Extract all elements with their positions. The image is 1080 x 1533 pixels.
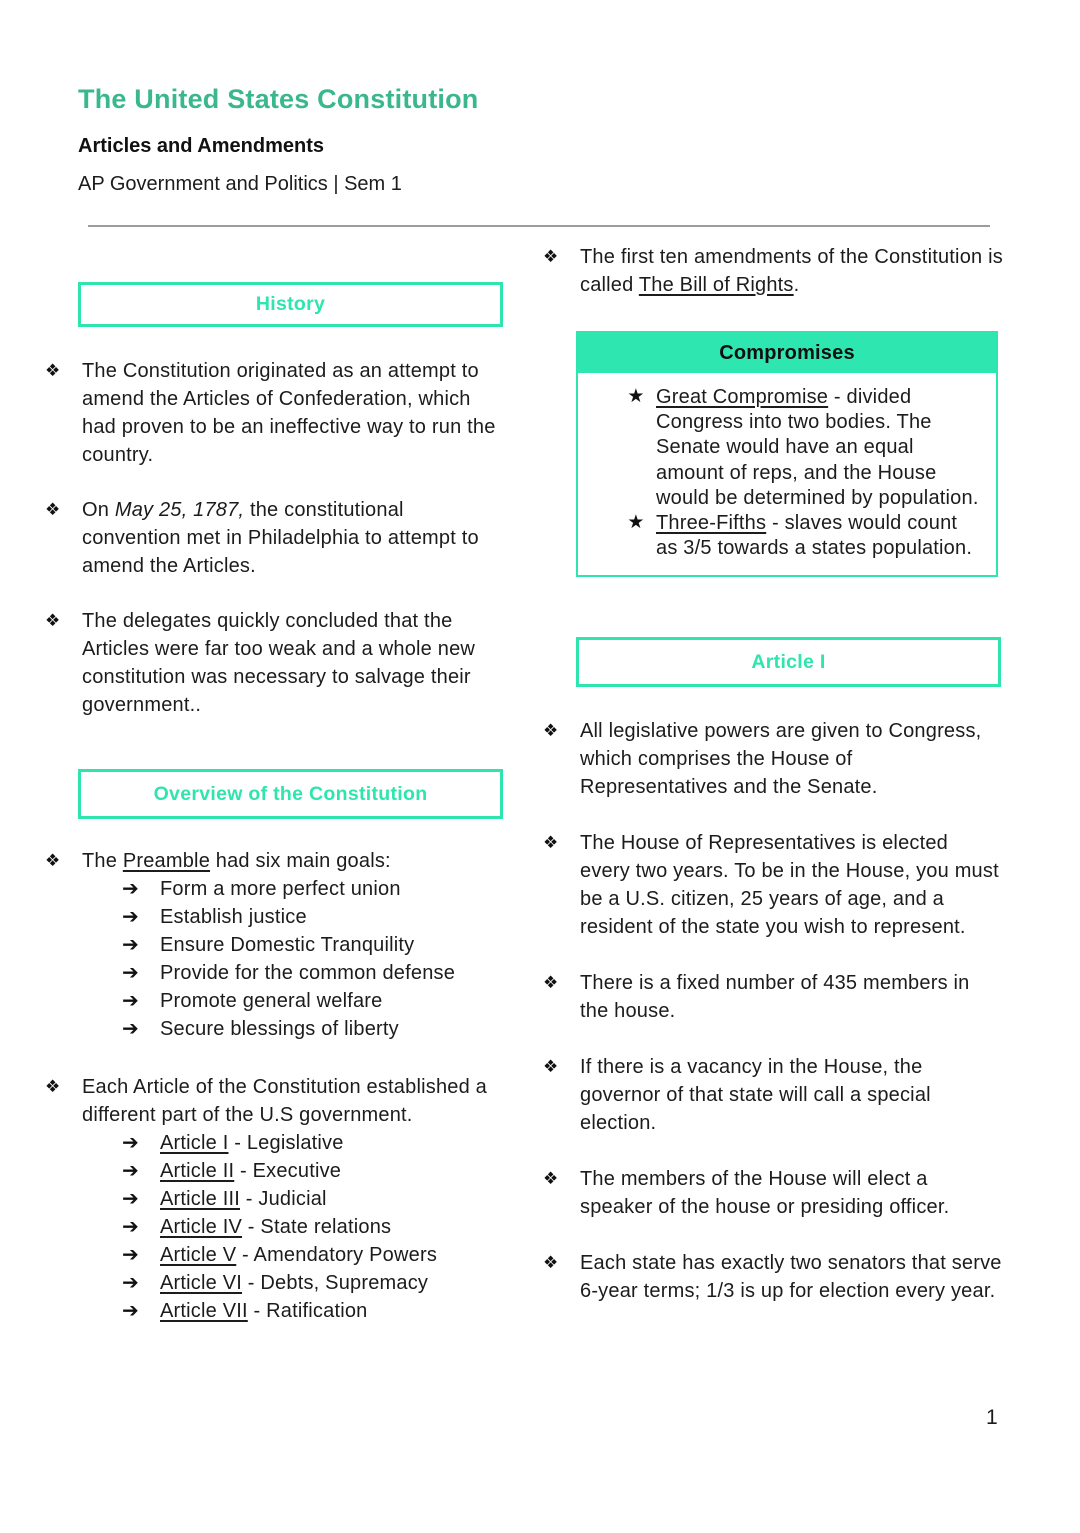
diamond-bullet-icon: ❖	[543, 247, 559, 266]
article-item	[122, 1185, 507, 1213]
arrow-icon: ➔	[122, 962, 139, 984]
article-item	[122, 1157, 507, 1185]
bullet-item-delegates	[45, 607, 507, 719]
diamond-bullet-icon: ❖	[543, 833, 559, 853]
bullet-text: The delegates quickly concluded that the Articles were far too weak and a whole new constitution was necessary to salvage their government..	[82, 610, 476, 716]
compromises-box-header: Compromises	[578, 333, 996, 373]
arrow-icon: ➔	[122, 1188, 139, 1210]
article-text: Article IV - State relations	[160, 1216, 392, 1238]
article-item	[122, 1213, 507, 1241]
arrow-icon: ➔	[122, 906, 139, 928]
diamond-bullet-icon: ❖	[543, 721, 559, 741]
goal-text: Provide for the common defense	[160, 962, 456, 984]
italic-date: May 25, 1787,	[114, 499, 245, 521]
goal-item	[122, 903, 507, 931]
star-icon: ★	[627, 386, 645, 407]
diamond-bullet-icon: ❖	[45, 361, 61, 380]
bullet-text: The Preamble had six main goals:	[82, 850, 391, 872]
page-subtitle: Articles and Amendments	[78, 135, 324, 157]
bullet-item-constitution-origin	[45, 357, 507, 469]
bullet-text: The members of the House will elect a speaker of the house or presiding officer.	[580, 1168, 950, 1219]
left-column	[45, 282, 507, 1325]
article-item	[122, 1269, 507, 1297]
bullet-item-each-article	[45, 1073, 507, 1129]
article-text: Article III - Judicial	[160, 1188, 327, 1210]
bullet-text: Each Article of the Constitution established a different part of the U.S government.	[82, 1076, 487, 1126]
bullet-item-speaker	[543, 1165, 1003, 1221]
arrow-icon: ➔	[122, 1132, 139, 1154]
bullet-item-senators	[543, 1249, 1003, 1305]
bullet-text: The first ten amendments of the Constitution is called The Bill of Rights.	[580, 246, 1003, 296]
section-box-overview	[78, 769, 503, 819]
arrow-icon: ➔	[122, 1018, 139, 1040]
article-text: Article V - Amendatory Powers	[160, 1244, 438, 1266]
goal-text: Form a more perfect union	[160, 878, 401, 900]
article-text: Article VI - Debts, Supremacy	[160, 1272, 429, 1294]
bullet-text: All legislative powers are given to Congress, which comprises the House of Representatives and the Senate.	[580, 720, 982, 799]
section-box-history	[78, 282, 503, 327]
compromises-box-body	[578, 373, 996, 575]
section-title-overview: Overview of the Constitution	[153, 782, 428, 805]
underline-bill-of-rights: The Bill of Rights	[638, 274, 794, 296]
diamond-bullet-icon: ❖	[543, 1057, 559, 1077]
goal-text: Establish justice	[160, 906, 307, 928]
goal-item	[122, 987, 507, 1015]
diamond-bullet-icon: ❖	[543, 1169, 559, 1189]
course-line: AP Government and Politics | Sem 1	[78, 173, 402, 195]
page-number: 1	[986, 1406, 998, 1429]
compromise-item-three-fifths	[616, 511, 986, 561]
goal-item	[122, 875, 507, 903]
bullet-item-435-members	[543, 969, 1003, 1025]
diamond-bullet-icon: ❖	[543, 1253, 559, 1273]
diamond-bullet-icon: ❖	[45, 500, 61, 519]
diamond-bullet-icon: ❖	[543, 973, 559, 993]
bullet-item-convention-1787	[45, 496, 507, 580]
star-icon: ★	[627, 511, 645, 533]
bullet-item-vacancy	[543, 1053, 1003, 1137]
header-divider	[88, 225, 990, 227]
preamble-goals-list	[122, 875, 507, 1043]
goal-item	[122, 931, 507, 959]
bullet-text: The House of Representatives is elected every two years. To be in the House, you must be a U.S. citizen, 25 years of age, and a resident of the state you wish to represent.	[580, 832, 999, 939]
arrow-icon: ➔	[122, 934, 139, 956]
bullet-text: There is a fixed number of 435 members in the house.	[580, 972, 970, 1023]
arrow-icon: ➔	[122, 1244, 139, 1266]
document-header	[78, 84, 998, 196]
compromise-text: Three-Fifths - slaves would count as 3/5 towards a states population.	[656, 511, 973, 560]
right-column	[543, 243, 1003, 1305]
goal-item	[122, 959, 507, 987]
compromise-item-great	[616, 385, 986, 511]
bullet-item-preamble	[45, 847, 507, 875]
arrow-icon: ➔	[122, 1300, 139, 1322]
arrow-icon: ➔	[122, 990, 139, 1012]
bullet-text: The Constitution originated as an attempt to amend the Articles of Confederation, which had proven to be an ineffective way to run the country.	[82, 360, 496, 466]
article-text: Article VII - Ratification	[160, 1300, 368, 1322]
article-item	[122, 1297, 507, 1325]
compromise-text: Great Compromise - divided Congress into two bodies. The Senate would have an equal amount of reps, and the House would be determined by population.	[656, 386, 979, 509]
page-title: The United States Constitution	[78, 84, 479, 114]
compromises-box	[576, 331, 998, 577]
article-text: Article II - Executive	[160, 1160, 342, 1182]
section-title-history: History	[255, 293, 326, 315]
goal-text: Ensure Domestic Tranquility	[160, 934, 415, 956]
section-title-article-1: Article I	[751, 650, 826, 673]
article-item	[122, 1241, 507, 1269]
bullet-item-house-elections	[543, 829, 1003, 941]
diamond-bullet-icon: ❖	[45, 1077, 61, 1096]
diamond-bullet-icon: ❖	[45, 611, 61, 630]
goal-text: Promote general welfare	[160, 990, 383, 1012]
bullet-text: Each state has exactly two senators that serve 6-year terms; 1/3 is up for election every year.	[580, 1252, 1002, 1303]
section-box-article-1	[576, 637, 1001, 687]
arrow-icon: ➔	[122, 878, 139, 900]
diamond-bullet-icon: ❖	[45, 851, 61, 870]
underline-preamble: Preamble	[122, 850, 211, 872]
articles-list	[122, 1129, 507, 1325]
arrow-icon: ➔	[122, 1216, 139, 1238]
goal-item	[122, 1015, 507, 1043]
bullet-item-legislative-powers	[543, 717, 1003, 801]
bullet-text: If there is a vacancy in the House, the governor of that state will call a special election.	[580, 1056, 931, 1135]
arrow-icon: ➔	[122, 1160, 139, 1182]
article-item	[122, 1129, 507, 1157]
bullet-item-bill-of-rights	[543, 243, 1003, 299]
arrow-icon: ➔	[122, 1272, 139, 1294]
bullet-text: On May 25, 1787, the constitutional convention met in Philadelphia to attempt to amend the Articles.	[82, 499, 479, 577]
goal-text: Secure blessings of liberty	[160, 1018, 399, 1040]
article-text: Article I - Legislative	[160, 1132, 344, 1154]
